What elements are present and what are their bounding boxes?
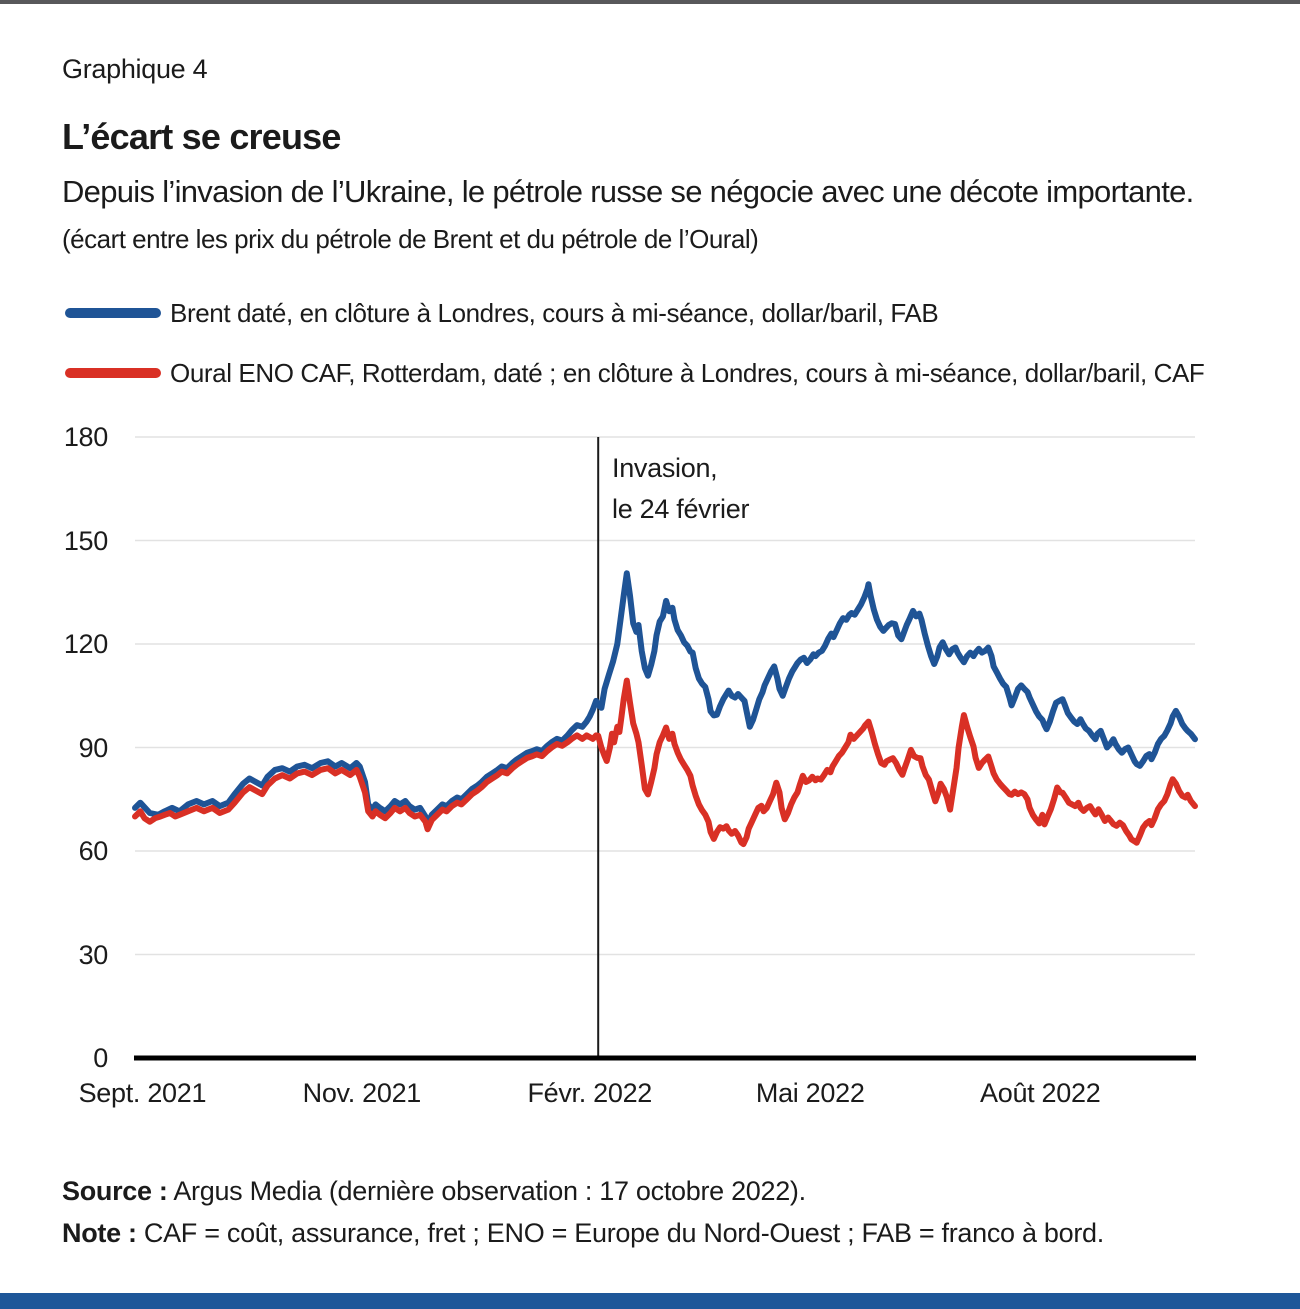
oural-line-swatch-icon bbox=[65, 368, 161, 378]
y-tick-label-120: 120 bbox=[63, 629, 108, 659]
series-line-brent bbox=[135, 573, 1195, 824]
x-tick-label-4: Août 2022 bbox=[980, 1078, 1101, 1108]
x-tick-label-1: Nov. 2021 bbox=[302, 1078, 422, 1108]
invasion-annotation bbox=[612, 448, 749, 530]
y-tick-label-150: 150 bbox=[63, 525, 108, 556]
y-tick-label-0: 0 bbox=[93, 1043, 108, 1073]
source-line bbox=[62, 1176, 806, 1207]
x-tick-label-2: Févr. 2022 bbox=[527, 1078, 653, 1108]
source-text: Argus Media (dernière observation : 17 octobre 2022). bbox=[167, 1176, 806, 1206]
figure-title: L’écart se creuse bbox=[62, 116, 341, 157]
invasion-annotation-line1: Invasion, bbox=[612, 453, 718, 483]
note-text: CAF = coût, assurance, fret ; ENO = Europe du Nord-Ouest ; FAB = franco à bord. bbox=[136, 1218, 1104, 1248]
legend-label-oural: Oural ENO CAF, Rotterdam, daté ; en clôture à Londres, cours à mi-séance, dollar/baril, CAF bbox=[170, 358, 1205, 388]
invasion-annotation-line2: le 24 février bbox=[612, 494, 750, 524]
figure-number: Graphique 4 bbox=[62, 54, 208, 84]
legend-label-brent: Brent daté, en clôture à Londres, cours à mi-séance, dollar/baril, FAB bbox=[170, 298, 939, 328]
y-tick-label-180: 180 bbox=[63, 422, 108, 452]
note-line bbox=[62, 1218, 1104, 1249]
note-label: Note : bbox=[62, 1218, 137, 1248]
y-tick-label-60: 60 bbox=[78, 836, 108, 866]
y-tick-label-30: 30 bbox=[78, 939, 108, 970]
x-tick-label-3: Mai 2022 bbox=[755, 1078, 865, 1108]
source-label: Source : bbox=[62, 1176, 168, 1206]
y-tick-label-90: 90 bbox=[78, 732, 108, 763]
figure-subtitle: Depuis l’invasion de l’Ukraine, le pétrole russe se négocie avec une décote importante. bbox=[62, 174, 1194, 209]
figure-subnote: (écart entre les prix du pétrole de Brent et du pétrole de l’Oural) bbox=[62, 224, 759, 254]
x-tick-label-0: Sept. 2021 bbox=[78, 1078, 207, 1108]
brent-line-swatch-icon bbox=[65, 308, 161, 318]
footer-bar bbox=[0, 1293, 1300, 1309]
